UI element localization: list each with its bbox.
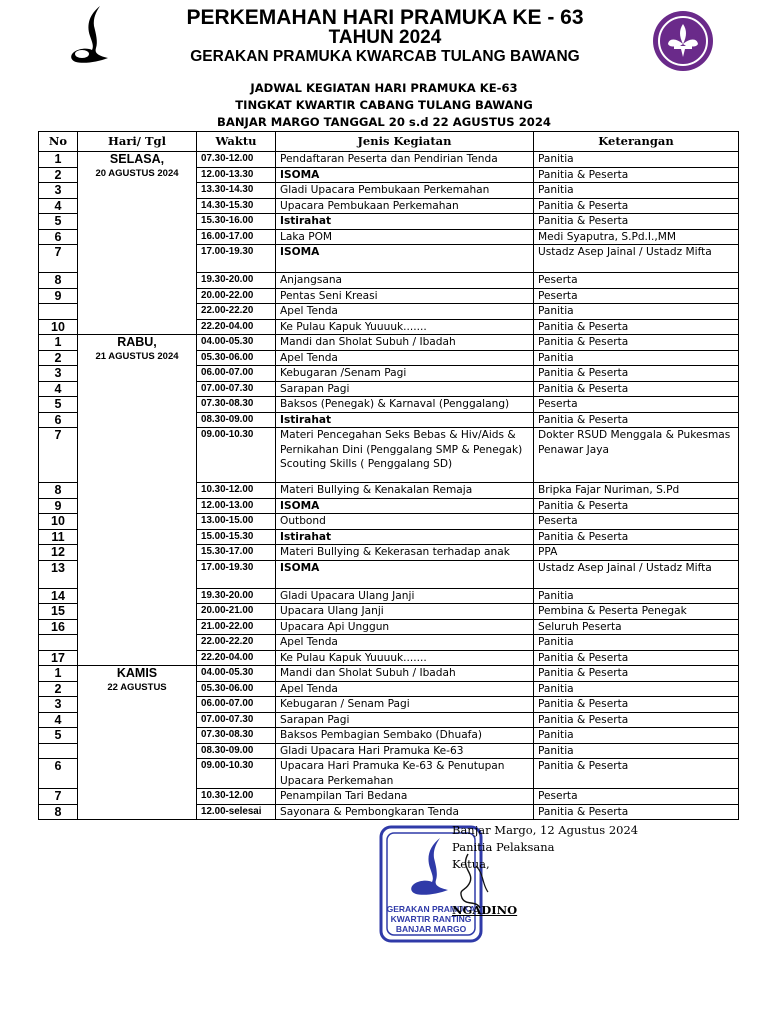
- signature-place-date: Banjar Margo, 12 Agustus 2024: [452, 823, 639, 837]
- remarks-cell: Panitia & Peserta: [534, 666, 739, 682]
- row-number: 1: [39, 335, 78, 351]
- remarks-cell: Panitia: [534, 635, 739, 651]
- row-number: 8: [39, 483, 78, 499]
- row-number: [39, 635, 78, 651]
- time-cell: 20.00-22.00: [197, 288, 276, 304]
- remarks-cell: Panitia & Peserta: [534, 335, 739, 351]
- signature-organization: Panitia Pelaksana: [452, 840, 555, 854]
- time-cell: 12.00-13.00: [197, 498, 276, 514]
- row-number: 10: [39, 319, 78, 335]
- activity-cell: Istirahat: [276, 412, 534, 428]
- time-cell: 04.00-05.30: [197, 666, 276, 682]
- time-cell: 15.30-17.00: [197, 545, 276, 561]
- time-cell: 10.30-12.00: [197, 483, 276, 499]
- activity-cell: Mandi dan Sholat Subuh / Ibadah: [276, 666, 534, 682]
- activity-cell: Pendaftaran Peserta dan Pendirian Tenda: [276, 152, 534, 168]
- tunas-kelapa-icon: [64, 4, 116, 66]
- day-name: RABU,: [117, 335, 157, 349]
- day-cell: [78, 335, 197, 666]
- activity-cell: Anjangsana: [276, 273, 534, 289]
- table-row: [39, 666, 739, 682]
- time-cell: 21.00-22.00: [197, 619, 276, 635]
- activity-cell: Ke Pulau Kapuk Yuuuuk.......: [276, 319, 534, 335]
- time-cell: 08.30-09.00: [197, 743, 276, 759]
- activity-cell: Apel Tenda: [276, 304, 534, 320]
- table-header-row: [39, 132, 739, 152]
- row-number: 6: [39, 759, 78, 789]
- activity-cell: Mandi dan Sholat Subuh / Ibadah: [276, 335, 534, 351]
- row-number: 9: [39, 288, 78, 304]
- time-cell: 22.00-22.20: [197, 635, 276, 651]
- schedule-table: [38, 131, 739, 820]
- time-cell: 07.30-12.00: [197, 152, 276, 168]
- row-number: 5: [39, 728, 78, 744]
- time-cell: 12.00-selesai: [197, 804, 276, 820]
- remarks-cell: Panitia & Peserta: [534, 412, 739, 428]
- day-date: 21 AGUSTUS 2024: [95, 351, 179, 362]
- time-cell: 16.00-17.00: [197, 229, 276, 245]
- schedule-dates: BANJAR MARGO TANGGAL 20 s.d 22 AGUSTUS 2024: [217, 115, 551, 129]
- row-number: 6: [39, 412, 78, 428]
- remarks-cell: Panitia & Peserta: [534, 697, 739, 713]
- schedule-level: TINGKAT KWARTIR CABANG TULANG BAWANG: [235, 98, 533, 112]
- header-organization: GERAKAN PRAMUKA KWARCAB TULANG BAWANG: [190, 48, 580, 65]
- remarks-cell: Bripka Fajar Nuriman, S.Pd: [534, 483, 739, 499]
- row-number: [39, 304, 78, 320]
- row-number: 5: [39, 397, 78, 413]
- header-waktu: Waktu: [197, 132, 276, 152]
- activity-cell: Sayonara & Pembongkaran Tenda: [276, 804, 534, 820]
- row-number: 8: [39, 273, 78, 289]
- remarks-cell: Panitia: [534, 728, 739, 744]
- row-number: 8: [39, 804, 78, 820]
- activity-cell: Upacara Pembukaan Perkemahan: [276, 198, 534, 214]
- remarks-cell: Peserta: [534, 514, 739, 530]
- activity-cell: Upacara Api Unggun: [276, 619, 534, 635]
- time-cell: 19.30-20.00: [197, 273, 276, 289]
- remarks-cell: Panitia & Peserta: [534, 529, 739, 545]
- row-number: 16: [39, 619, 78, 635]
- activity-cell: Baksos (Penegak) & Karnaval (Penggalang): [276, 397, 534, 413]
- stamp-line3: BANJAR MARGO: [395, 924, 467, 934]
- header-keterangan: Keterangan: [534, 132, 739, 152]
- day-date: 20 AGUSTUS 2024: [95, 168, 179, 179]
- activity-cell: Istirahat: [276, 529, 534, 545]
- time-cell: 22.20-04.00: [197, 650, 276, 666]
- activity-cell: Materi Bullying & Kenakalan Remaja: [276, 483, 534, 499]
- remarks-cell: Panitia: [534, 681, 739, 697]
- remarks-cell: Medi Syaputra, S.Pd.I.,MM: [534, 229, 739, 245]
- remarks-cell: Panitia: [534, 588, 739, 604]
- time-cell: 13.30-14.30: [197, 183, 276, 199]
- activity-cell: Sarapan Pagi: [276, 381, 534, 397]
- remarks-cell: Seluruh Peserta: [534, 619, 739, 635]
- activity-cell: Baksos Pembagian Sembako (Dhuafa): [276, 728, 534, 744]
- header-year: TAHUN 2024: [328, 27, 442, 48]
- time-cell: 17.00-19.30: [197, 245, 276, 273]
- remarks-cell: Pembina & Peserta Penegak: [534, 604, 739, 620]
- time-cell: 17.00-19.30: [197, 560, 276, 588]
- signature-name: NGADINO: [452, 903, 518, 917]
- remarks-cell: Panitia & Peserta: [534, 712, 739, 728]
- row-number: 3: [39, 183, 78, 199]
- time-cell: 04.00-05.30: [197, 335, 276, 351]
- activity-cell: Kebugaran /Senam Pagi: [276, 366, 534, 382]
- time-cell: 22.00-22.20: [197, 304, 276, 320]
- row-number: 1: [39, 152, 78, 168]
- activity-cell: Apel Tenda: [276, 350, 534, 366]
- activity-cell: Apel Tenda: [276, 681, 534, 697]
- remarks-cell: Panitia: [534, 743, 739, 759]
- remarks-cell: Peserta: [534, 397, 739, 413]
- activity-cell: Gladi Upacara Hari Pramuka Ke-63: [276, 743, 534, 759]
- remarks-cell: Dokter RSUD Menggala & Pukesmas Penawar Jaya: [534, 428, 739, 483]
- document-header: [0, 0, 768, 80]
- remarks-cell: Panitia & Peserta: [534, 650, 739, 666]
- activity-cell: Ke Pulau Kapuk Yuuuuk.......: [276, 650, 534, 666]
- time-cell: 15.30-16.00: [197, 214, 276, 230]
- stamp-line1: GERAKAN PRAMUKA: [386, 904, 476, 914]
- day-cell: [78, 666, 197, 820]
- activity-cell: Outbond: [276, 514, 534, 530]
- wosm-scout-emblem-icon: [652, 10, 714, 72]
- time-cell: 05.30-06.00: [197, 681, 276, 697]
- day-date: 22 AGUSTUS: [107, 682, 167, 693]
- row-number: 11: [39, 529, 78, 545]
- row-number: 10: [39, 514, 78, 530]
- time-cell: 05.30-06.00: [197, 350, 276, 366]
- time-cell: 20.00-21.00: [197, 604, 276, 620]
- time-cell: 19.30-20.00: [197, 588, 276, 604]
- row-number: 13: [39, 560, 78, 588]
- row-number: 7: [39, 428, 78, 483]
- activity-cell: Kebugaran / Senam Pagi: [276, 697, 534, 713]
- day-name: SELASA,: [109, 152, 165, 166]
- day-name: KAMIS: [116, 666, 158, 680]
- time-cell: 06.00-07.00: [197, 697, 276, 713]
- activity-cell: Laka POM: [276, 229, 534, 245]
- row-number: 4: [39, 712, 78, 728]
- remarks-cell: Peserta: [534, 288, 739, 304]
- time-cell: 07.00-07.30: [197, 712, 276, 728]
- remarks-cell: Ustadz Asep Jainal / Ustadz Mifta: [534, 245, 739, 273]
- row-number: 2: [39, 350, 78, 366]
- remarks-cell: Panitia & Peserta: [534, 804, 739, 820]
- time-cell: 07.00-07.30: [197, 381, 276, 397]
- remarks-cell: Panitia & Peserta: [534, 381, 739, 397]
- header-no: No: [39, 132, 78, 152]
- row-number: 6: [39, 229, 78, 245]
- time-cell: 14.30-15.30: [197, 198, 276, 214]
- row-number: 9: [39, 498, 78, 514]
- remarks-cell: Panitia: [534, 350, 739, 366]
- header-kegiatan: Jenis Kegiatan: [276, 132, 534, 152]
- time-cell: 10.30-12.00: [197, 789, 276, 805]
- remarks-cell: Panitia: [534, 152, 739, 168]
- row-number: 2: [39, 167, 78, 183]
- remarks-cell: Panitia & Peserta: [534, 366, 739, 382]
- row-number: 4: [39, 198, 78, 214]
- remarks-cell: Panitia & Peserta: [534, 167, 739, 183]
- activity-cell: Materi Bullying & Kekerasan terhadap anak: [276, 545, 534, 561]
- table-row: [39, 152, 739, 168]
- activity-cell: ISOMA: [276, 245, 534, 273]
- time-cell: 13.00-15.00: [197, 514, 276, 530]
- table-row: [39, 335, 739, 351]
- activity-cell: Gladi Upacara Pembukaan Perkemahan: [276, 183, 534, 199]
- remarks-cell: Panitia & Peserta: [534, 214, 739, 230]
- remarks-cell: Panitia & Peserta: [534, 759, 739, 789]
- time-cell: 07.30-08.30: [197, 397, 276, 413]
- activity-cell: Materi Pencegahan Seks Bebas & Hiv/Aids & Pernikahan Dini (Penggalang SMP & Penegak) Scouting Skills ( Penggalang SD): [276, 428, 534, 483]
- signature-role: Ketua,: [452, 857, 490, 871]
- remarks-cell: PPA: [534, 545, 739, 561]
- row-number: 7: [39, 245, 78, 273]
- row-number: 4: [39, 381, 78, 397]
- row-number: 15: [39, 604, 78, 620]
- row-number: 14: [39, 588, 78, 604]
- activity-cell: Pentas Seni Kreasi: [276, 288, 534, 304]
- activity-cell: Penampilan Tari Bedana: [276, 789, 534, 805]
- activity-cell: Istirahat: [276, 214, 534, 230]
- remarks-cell: Panitia & Peserta: [534, 198, 739, 214]
- row-number: 17: [39, 650, 78, 666]
- row-number: [39, 743, 78, 759]
- signature-block: [452, 822, 638, 873]
- time-cell: 07.30-08.30: [197, 728, 276, 744]
- activity-cell: Sarapan Pagi: [276, 712, 534, 728]
- activity-cell: ISOMA: [276, 498, 534, 514]
- row-number: 1: [39, 666, 78, 682]
- activity-cell: ISOMA: [276, 167, 534, 183]
- remarks-cell: Panitia & Peserta: [534, 498, 739, 514]
- time-cell: 08.30-09.00: [197, 412, 276, 428]
- activity-cell: ISOMA: [276, 560, 534, 588]
- row-number: 12: [39, 545, 78, 561]
- schedule-body: [39, 152, 739, 820]
- time-cell: 09.00-10.30: [197, 428, 276, 483]
- time-cell: 09.00-10.30: [197, 759, 276, 789]
- activity-cell: Gladi Upacara Ulang Janji: [276, 588, 534, 604]
- remarks-cell: Panitia: [534, 304, 739, 320]
- row-number: 2: [39, 681, 78, 697]
- activity-cell: Upacara Hari Pramuka Ke-63 & Penutupan Upacara Perkemahan: [276, 759, 534, 789]
- row-number: 7: [39, 789, 78, 805]
- time-cell: 12.00-13.30: [197, 167, 276, 183]
- day-cell: [78, 152, 197, 335]
- row-number: 3: [39, 366, 78, 382]
- activity-cell: Apel Tenda: [276, 635, 534, 651]
- schedule-title: JADWAL KEGIATAN HARI PRAMUKA KE-63: [250, 81, 518, 95]
- stamp-line2: KWARTIR RANTING: [390, 914, 472, 924]
- time-cell: 15.00-15.30: [197, 529, 276, 545]
- remarks-cell: Panitia: [534, 183, 739, 199]
- header-title: PERKEMAHAN HARI PRAMUKA KE - 63: [186, 6, 584, 29]
- remarks-cell: Peserta: [534, 273, 739, 289]
- remarks-cell: Peserta: [534, 789, 739, 805]
- remarks-cell: Ustadz Asep Jainal / Ustadz Mifta: [534, 560, 739, 588]
- header-hari: Hari/ Tgl: [78, 132, 197, 152]
- time-cell: 22.20-04.00: [197, 319, 276, 335]
- row-number: 5: [39, 214, 78, 230]
- time-cell: 06.00-07.00: [197, 366, 276, 382]
- activity-cell: Upacara Ulang Janji: [276, 604, 534, 620]
- row-number: 3: [39, 697, 78, 713]
- remarks-cell: Panitia & Peserta: [534, 319, 739, 335]
